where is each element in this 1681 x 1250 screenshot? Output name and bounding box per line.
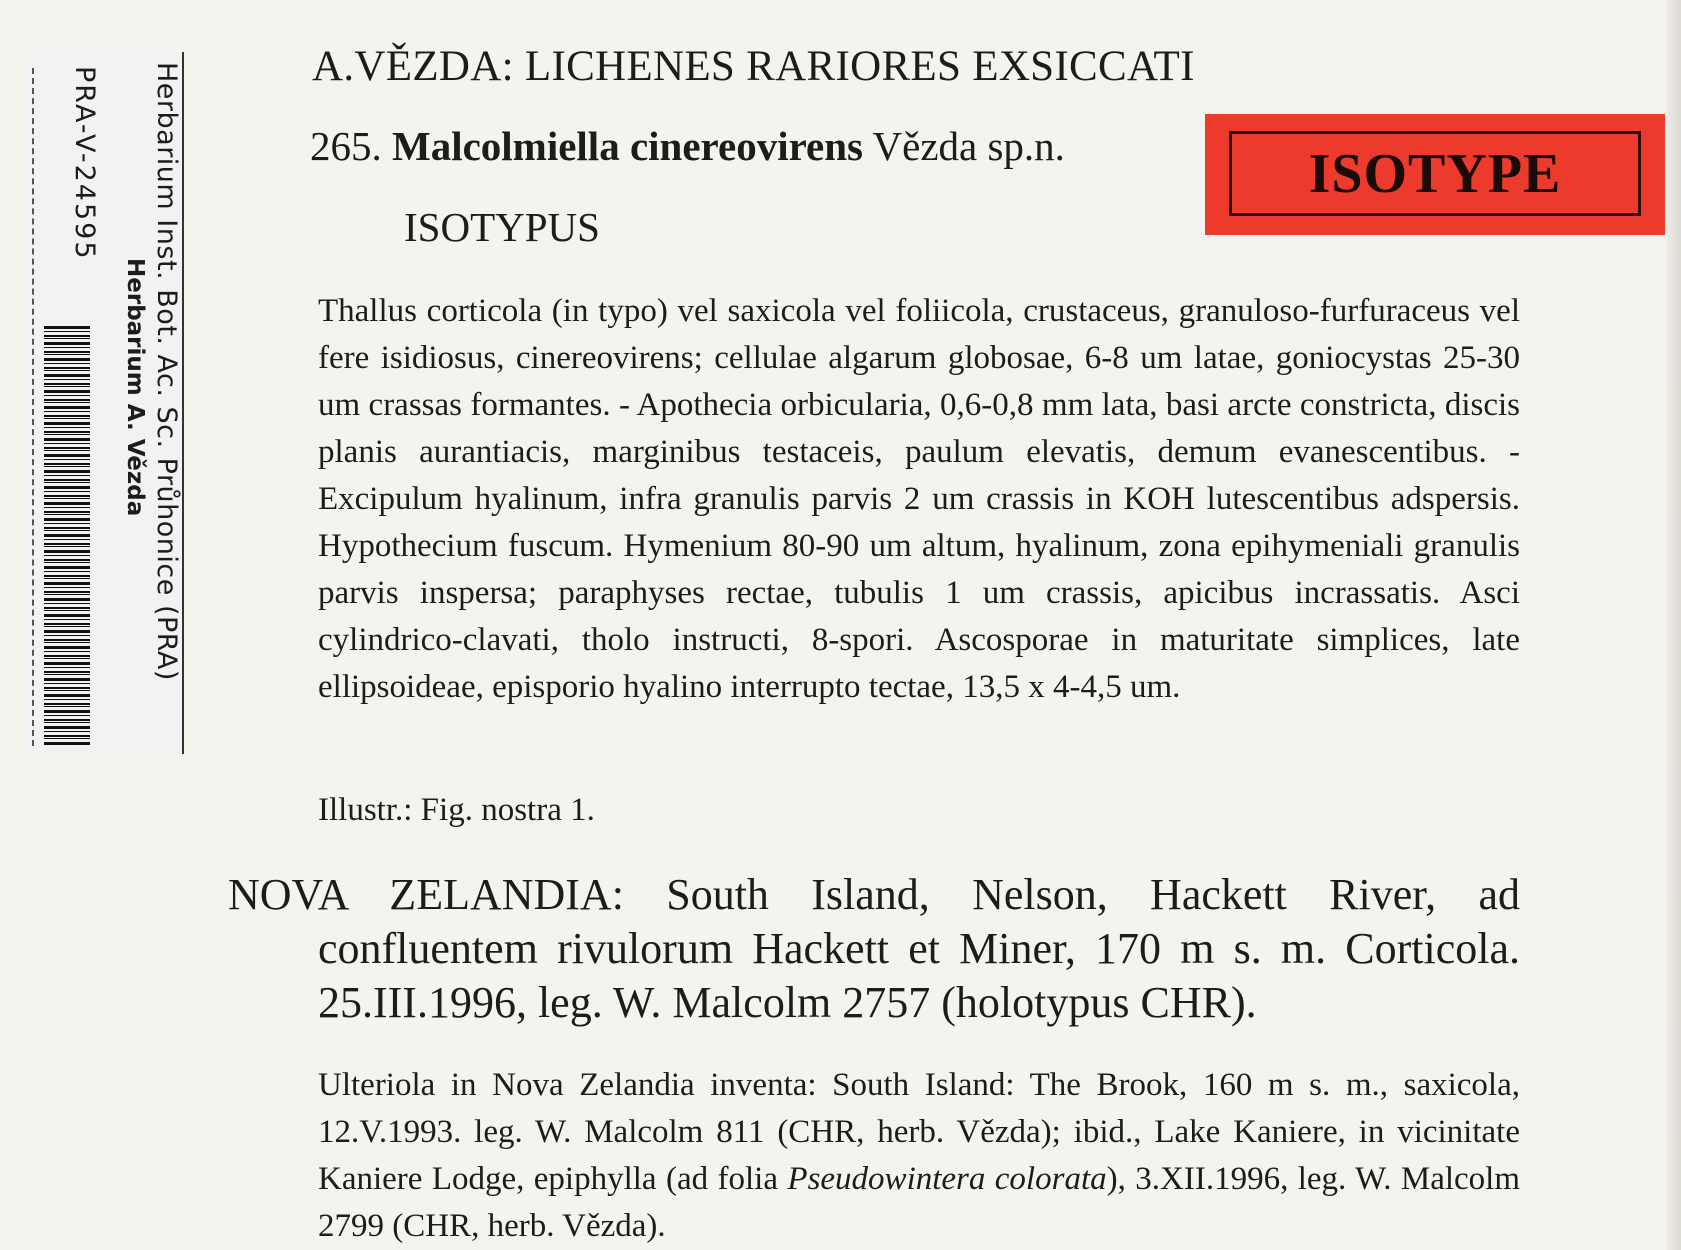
series-title: A.VĚZDA: LICHENES RARIORES EXSICCATI xyxy=(312,43,1195,90)
species-number: 265. xyxy=(310,123,382,169)
additional-part1: Ulteriola in Nova Zelandia inventa: South Island: The Brook, 160 m s. m., saxicola, 12.V.1993. leg. W. Malcolm 811 (CHR, herb. Vězda); ibid., Lake Kaniere, in vicinitate Kaniere Lodge, epiphylla (ad folia xyxy=(318,1067,1520,1197)
isotype-stamp-text: ISOTYPE xyxy=(1229,131,1641,216)
isotype-stamp xyxy=(1205,114,1665,235)
host-name: Pseudowintera colorata xyxy=(787,1161,1107,1197)
illustration-note: Illustr.: Fig. nostra 1. xyxy=(318,792,595,828)
cut-line xyxy=(32,68,34,746)
species-author: Vězda sp.n. xyxy=(872,123,1065,169)
locality: NOVA ZELANDIA: South Island, Nelson, Hackett River, ad confluentem rivulorum Hackett et Miner, 170 m s. m. Corticola. 25.III.1996, leg. W. Malcolm 2757 (holotypus CHR). xyxy=(228,870,1520,1027)
herbarium-text: Herbarium A. Vězda xyxy=(122,258,148,517)
species-heading xyxy=(310,122,1065,170)
description: Thallus corticola (in typo) vel saxicola vel foliicola, crustaceus, granuloso-furfuraceus vel fere isidiosus, cinereovirens; cellulae algarum globosae, 6-8 um latae, goniocystas 25-30 um crassas formantes. - Apothecia orbicularia, 0,6-0,8 mm lata, basi arcte constricta, discis planis aurantiacis, marginibus testaceis, paulum elevatis, demum evanescentibus. - Excipulum hyalinum, infra granulis parvis 2 um crassis in KOH lutescentibus adspersis. Hypothecium fuscum. Hymenium 80-90 um altum, hyalinum, zona epihymeniali granulis parvis inspersa; paraphyses rectae, tubulis 1 um crassis, apicibus incrassatis. Asci cylindrico-clavati, tholo instructi, 8-spori. Ascosporae in maturitate simplices, late ellipsoideae, episporio hyalino interrupto tectae, 13,5 x 4-4,5 um. xyxy=(318,293,1520,705)
additional-records xyxy=(318,1062,1520,1250)
institution-text: Herbarium Inst. Bot. Ac. Sc. Průhonice (PRA) xyxy=(151,62,182,681)
type-status: ISOTYPUS xyxy=(404,204,600,250)
species-name: Malcolmiella cinereovirens xyxy=(392,123,863,169)
additional-part2: ), 3.XII.1996, leg. W. Malcolm 2799 (CHR, herb. Vězda). xyxy=(318,1161,1521,1244)
barcode-label xyxy=(26,52,184,754)
paper-edge xyxy=(1667,0,1681,1250)
barcode xyxy=(44,326,90,746)
specimen-code: PRA-V-24595 xyxy=(69,66,100,261)
